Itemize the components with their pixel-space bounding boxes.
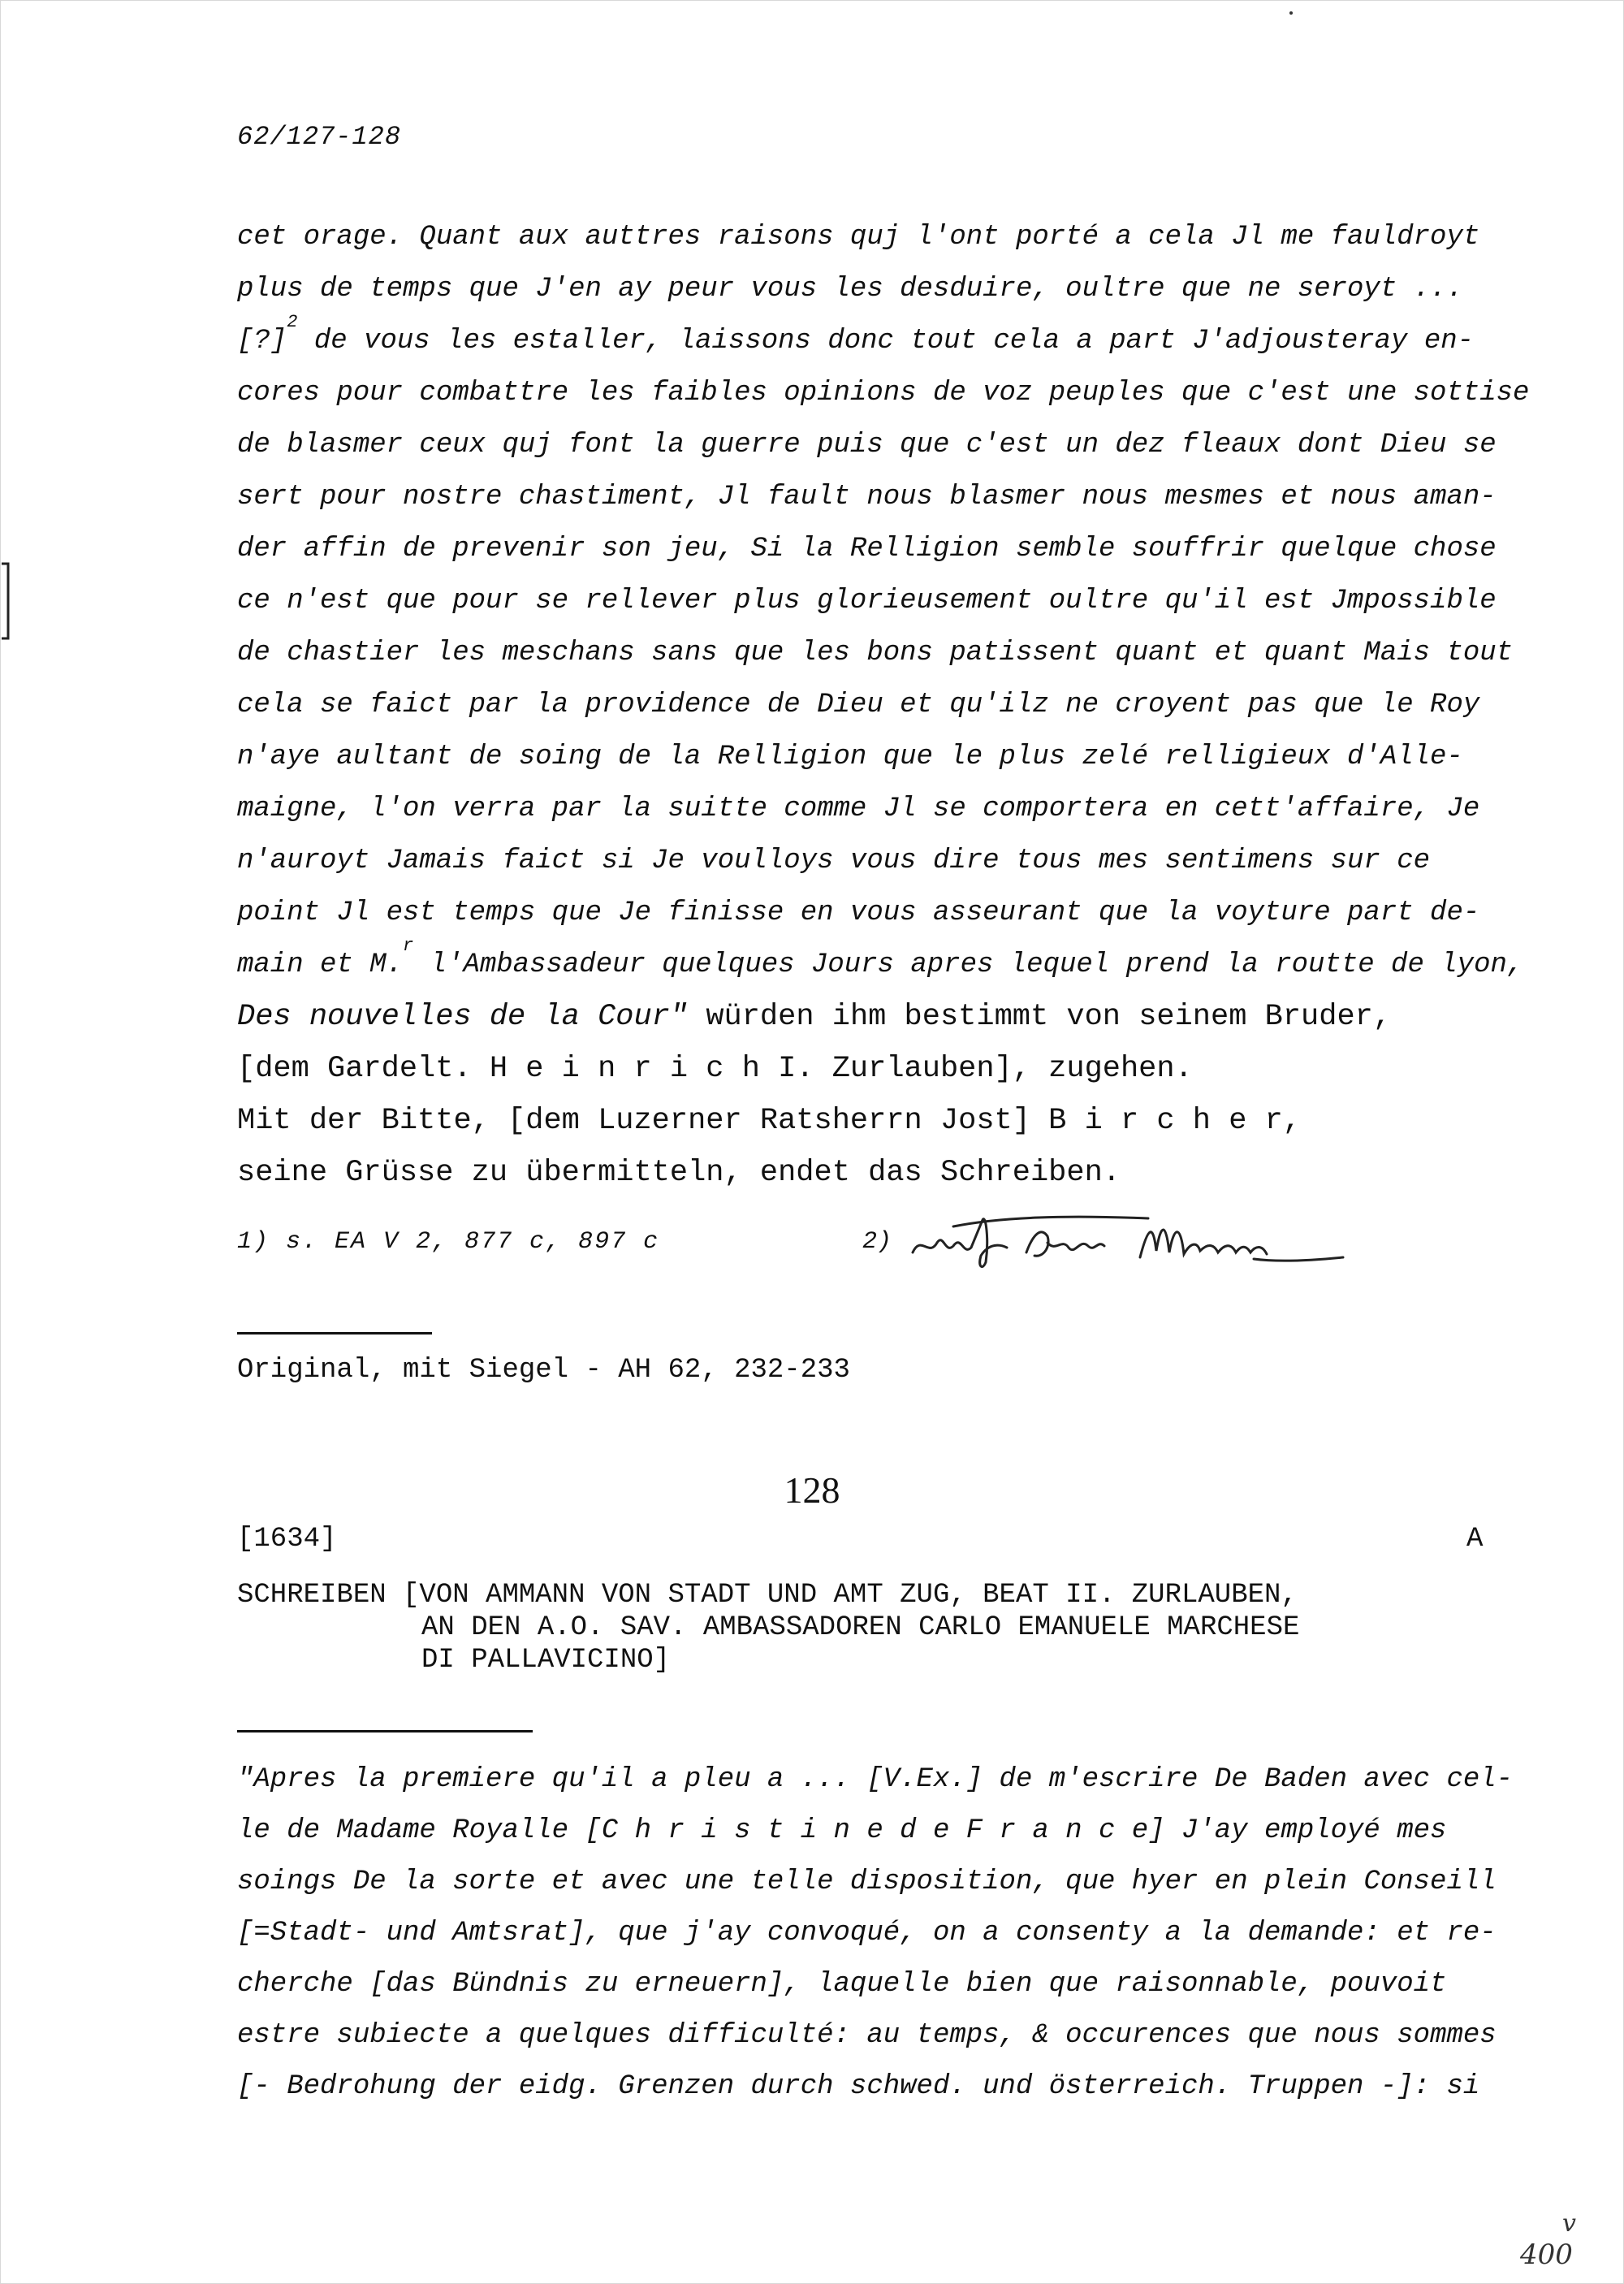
footnote-1: 1) s. EA V 2, 877 c, 897 c [237,1228,660,1256]
text-line: maigne, l'on verra par la suitte comme Jl se comportera en cett'affaire, Je [237,794,1480,824]
footnote-2-label: 2) [862,1228,892,1256]
binding-mark [0,560,11,642]
section-divider [237,1730,533,1732]
document-reference: 62/127-128 [237,122,402,152]
letter-body [237,1754,1536,2113]
document-number: 128 [784,1469,840,1511]
text-line-start: main et M. [237,950,404,980]
archive-pencil-note [1520,2209,1593,2282]
text-line: cores pour combattre les faibles opinions de voz peuples que c'est une sottise [237,378,1530,409]
text-line: [dem Gardelt. H e i n r i c h I. Zurlauben], zugehen. [237,1052,1193,1086]
document-marker: A [1466,1524,1484,1555]
document-date: [1634] [237,1524,337,1555]
text-line: point Jl est temps que Je finisse en vous asseurant que la voyture part de- [237,898,1480,928]
german-summary: würden ihm bestimmt von seinem Bruder, [706,1000,1392,1034]
letter-continuation [237,211,1536,1199]
footnote-marker: 2 [287,312,298,332]
uncertain-word-mark: [?] [237,326,287,357]
regest-line: DI PALLAVICINO] [421,1645,671,1676]
text-line: cela se faict par la providence de Dieu et qu'ilz ne croyent pas que le Roy [237,690,1480,720]
quoted-french: Des nouvelles de la Cour" [237,1000,689,1034]
text-line: cet orage. Quant aux auttres raisons quj l'ont porté a cela Jl me fauldroyt [237,222,1480,253]
text-line: plus de temps que J'en ay peur vous les desduire, oultre que ne seroyt ... [237,274,1463,305]
pencil-mark-top: v [1562,2209,1576,2238]
text-line: de chastier les meschans sans que les bons patissent quant et quant Mais tout [237,638,1514,668]
text-line: soings De la sorte et avec une telle disposition, que hyer en plein Conseill [237,1867,1497,1897]
text-line: [=Stadt- und Amtsrat], que j'ay convoqué, on a consenty a la demande: et re- [237,1918,1497,1949]
regest-line: SCHREIBEN [VON AMMANN VON STADT UND AMT ZUG, BEAT II. ZURLAUBEN, [237,1580,1298,1611]
text-line: cherche [das Bündnis zu erneuern], laquelle bien que raisonnable, pouvoit [237,1969,1447,2000]
text-line [237,936,1536,991]
regest-line: AN DEN A.O. SAV. AMBASSADOREN CARLO EMANUELE MARCHESE [421,1612,1300,1643]
text-line-rest: de vous les estaller, laissons donc tout cela a part J'adjousteray en- [313,326,1475,357]
text-line: de blasmer ceux quj font la guerre puis que c'est un dez fleaux dont Dieu se [237,430,1497,461]
text-line: "Apres la premiere qu'il a pleu a ... [V.Ex.] de m'escrire De Baden avec cel- [237,1764,1514,1795]
text-line: der affin de prevenir son jeu, Si la Relligion semble souffrir quelque chose [237,534,1497,565]
text-line: n'aye aultant de soing de la Relligion que le plus zelé relligieux d'Alle- [237,742,1463,772]
text-line-rest: l'Ambassadeur quelques Jours apres lequel prend la routte de lyon, [430,950,1524,980]
text-line: n'auroyt Jamais faict si Je voulloys vous dire tous mes sentimens sur ce [237,846,1431,876]
scan-speck [1289,11,1293,15]
document-regest [237,1579,1299,1676]
handwritten-signature-image [905,1210,1359,1275]
text-line: sert pour nostre chastiment, Jl fault nous blasmer nous mesmes et nous aman- [237,482,1497,513]
text-line: [- Bedrohung der eidg. Grenzen durch schwed. und österreich. Truppen -]: si [237,2071,1480,2102]
text-line: le de Madame Royalle [C h r i s t i n e d e F r a n c e] J'ay employé mes [237,1815,1447,1846]
text-line [237,991,1536,1043]
text-line: Mit der Bitte, [dem Luzerner Ratsherrn Jost] B i r c h e r, [237,1104,1302,1138]
section-divider [237,1332,432,1334]
superscript-r: r [403,936,414,956]
footnotes [237,1228,1455,1293]
text-line: seine Grüsse zu übermitteln, endet das Schreiben. [237,1156,1121,1190]
pencil-mark-bottom: 400 [1520,2239,1573,2271]
text-line: ce n'est que pour se rellever plus glorieusement oultre qu'il est Jmpossible [237,586,1497,616]
text-line: estre subiecte a quelques difficulté: au temps, & occurences que nous sommes [237,2020,1497,2051]
source-citation: Original, mit Siegel - AH 62, 232-233 [237,1355,850,1386]
text-line [237,312,1536,367]
